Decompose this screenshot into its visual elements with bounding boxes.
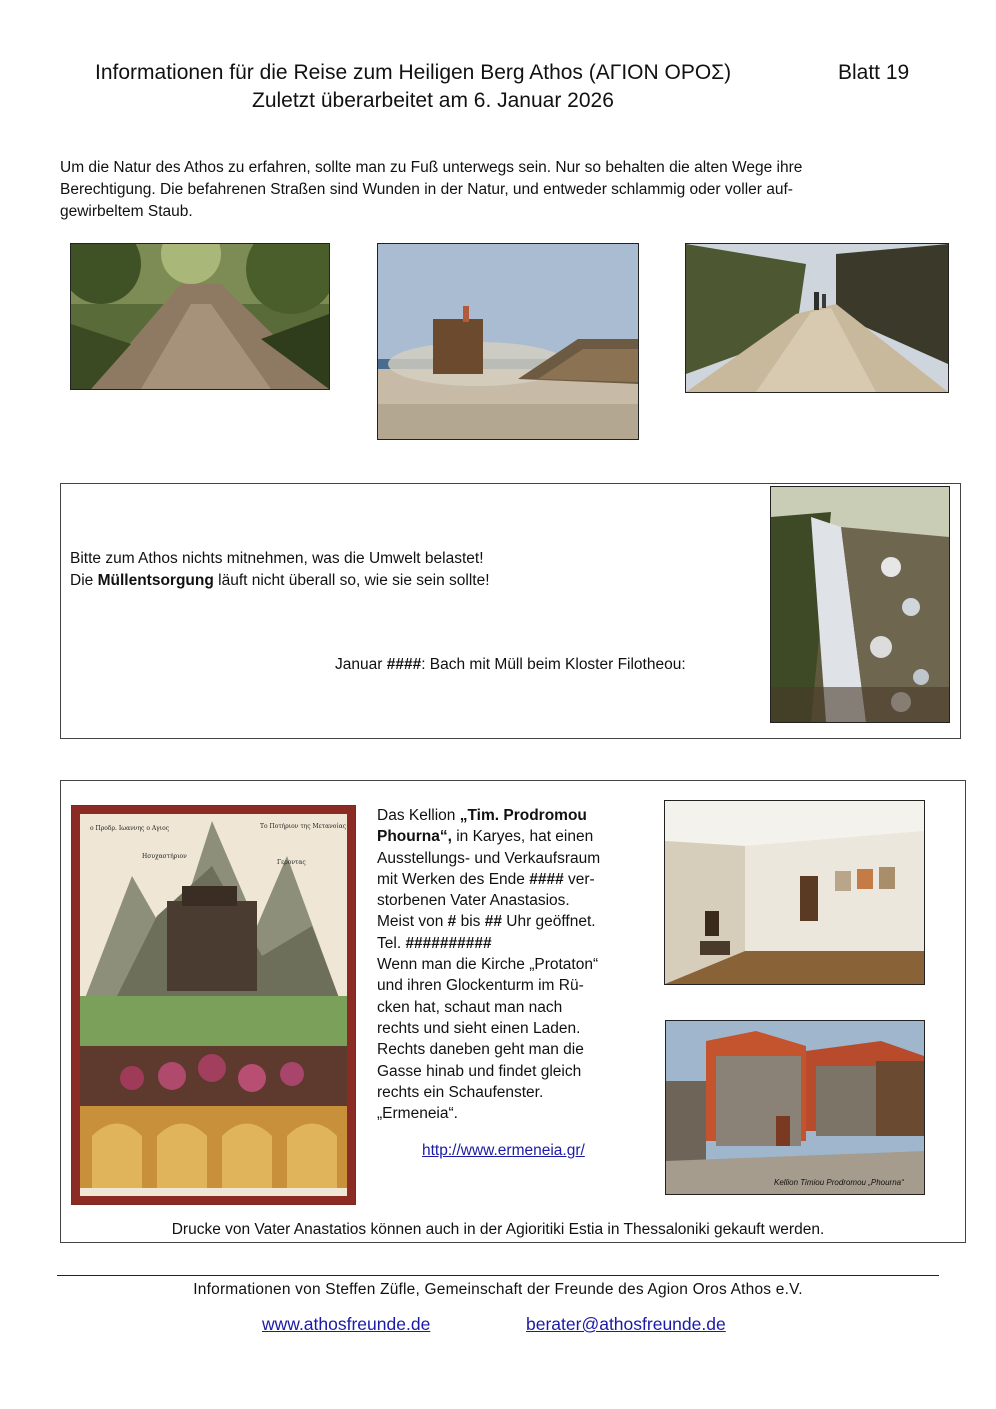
email-link[interactable]: berater@athosfreunde.de — [526, 1314, 726, 1334]
kellion-phone-bold: ########## — [405, 934, 492, 952]
waste-line-2-post: läuft nicht überall so, wie sie sein sollte! — [213, 572, 490, 589]
intro-line: Um die Natur des Athos zu erfahren, sollte man zu Fuß unterwegs sein. Nur so behalten die alten Wege ihre — [60, 159, 803, 176]
kellion-line: storbenen Vater Anastasios. — [377, 892, 570, 910]
kellion-line — [377, 805, 645, 826]
kellion-line: rechts ein Schaufenster. — [377, 1083, 544, 1101]
kellion-text: Uhr geöffnet. — [501, 913, 596, 931]
icon-inscription: Ησυχαστήριον — [142, 853, 187, 860]
kellion-line — [377, 911, 645, 932]
icon-inscription: Γεροντας — [277, 859, 306, 866]
last-updated: Zuletzt überarbeitet am 6. Januar 2026 — [252, 89, 614, 112]
kellion-line: cken hat, schaut man nach — [377, 998, 563, 1016]
ermeneia-link[interactable]: http://www.ermeneia.gr/ — [422, 1142, 585, 1159]
kellion-line — [377, 869, 645, 890]
kellion-text: ver- — [563, 870, 595, 888]
kellion-text: mit Werken des Ende — [377, 870, 530, 888]
kellion-text-bold: # — [447, 913, 457, 931]
waste-warning — [70, 548, 490, 592]
footer-divider — [57, 1275, 939, 1276]
intro-line: gewirbeltem Staub. — [60, 203, 193, 220]
kellion-name-bold: Phourna“, — [377, 828, 452, 846]
kellion-text: Tel. — [377, 934, 406, 952]
photo-kellion-building — [665, 1020, 925, 1195]
kellion-line: Rechts daneben geht man die — [377, 1041, 584, 1059]
photo-exhibition-room — [664, 800, 925, 985]
waste-line-2-pre: Die — [70, 572, 98, 589]
intro-paragraph — [60, 157, 940, 223]
kellion-text-bold: #### — [529, 870, 564, 888]
kellion-line — [377, 933, 645, 954]
waste-line-1: Bitte zum Athos nichts mitnehmen, was die Umwelt belastet! — [70, 550, 484, 567]
caption-pre: Januar — [335, 656, 387, 673]
photo-dusty-road-hikers — [685, 243, 949, 393]
kellion-line: Wenn man die Kirche „Protaton“ — [377, 956, 599, 974]
icon-inscription: Το Ποτήριον της Μετανοίας — [260, 823, 347, 830]
website-link[interactable]: www.athosfreunde.de — [262, 1314, 431, 1334]
kellion-line: Ausstellungs- und Verkaufsraum — [377, 849, 601, 867]
kellion-text: in Karyes, hat einen — [451, 828, 594, 846]
kellion-text-bold: ## — [484, 913, 502, 931]
kellion-photo-caption: Kellion Timiou Prodromou „Phourna“ — [774, 1178, 904, 1187]
kellion-text: Meist von — [377, 913, 448, 931]
icon-painting-athos — [71, 805, 356, 1205]
kellion-line — [377, 826, 645, 847]
kellion-line: rechts und sieht einen Laden. — [377, 1019, 581, 1037]
kellion-text: Das Kellion — [377, 807, 460, 824]
kellion-line: und ihren Glockenturm im Rü- — [377, 977, 584, 995]
kellion-line: Gasse hinab und findet gleich — [377, 1062, 582, 1080]
kellion-line: „Ermeneia“. — [377, 1105, 458, 1123]
sheet-number: Blatt 19 — [838, 61, 910, 84]
waste-line-2-bold: Müllentsorgung — [97, 572, 214, 589]
kellion-name-bold: „Tim. Prodromou — [459, 807, 587, 824]
photo-muddy-forest-path — [70, 243, 330, 390]
footer-info: Informationen von Steffen Züfle, Gemeinschaft der Freunde des Agion Oros Athos e.V. — [193, 1281, 803, 1298]
prints-note: Drucke von Vater Anastatios können auch in der Agioritiki Estia in Thessaloniki gekauft werden. — [171, 1221, 825, 1238]
intro-line: Berechtigung. Die befahrenen Straßen sind Wunden in der Natur, und entweder schlammig oder voller auf- — [60, 181, 793, 198]
icon-inscription: ο Προδρ. Ιωαννης ο Αγιος — [90, 825, 170, 832]
photo-truck-dust — [377, 243, 639, 440]
photo-stream-with-waste — [770, 486, 950, 723]
kellion-text: bis — [456, 913, 485, 931]
caption-post: : Bach mit Müll beim Kloster Filotheou: — [421, 656, 686, 673]
kellion-description — [377, 805, 645, 1124]
caption-bold: #### — [386, 656, 422, 673]
page-title: Informationen für die Reise zum Heiligen Berg Athos (ΑΓΙΟΝ ΟΡΟΣ) — [95, 61, 732, 84]
waste-line-2 — [70, 570, 490, 592]
waste-photo-caption — [335, 654, 686, 676]
